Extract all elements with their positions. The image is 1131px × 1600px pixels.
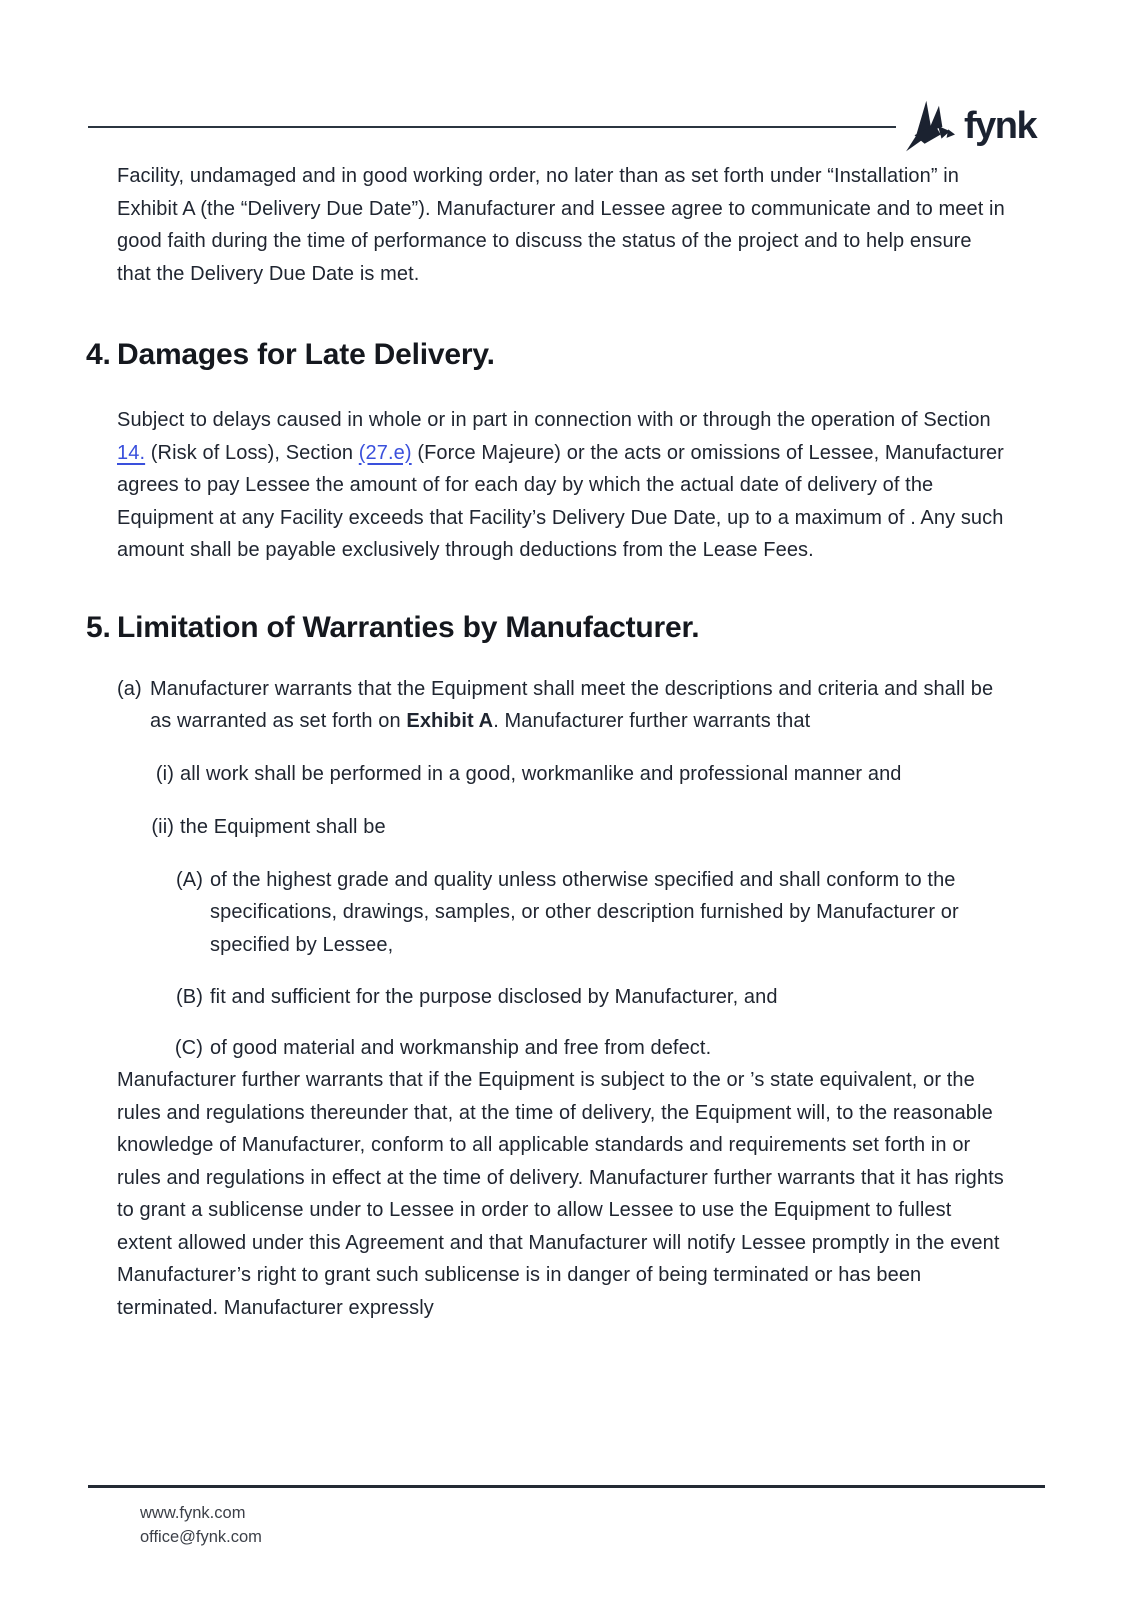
section-5-heading xyxy=(86,609,1010,647)
fynk-logo xyxy=(901,98,1036,154)
section-number: 5. xyxy=(86,610,111,644)
list-marker: (B) xyxy=(176,986,203,1008)
list-marker: (a) xyxy=(117,677,142,700)
section-title: Limitation of Warranties by Manufacturer. xyxy=(117,610,700,644)
link-section-14[interactable]: 14. xyxy=(117,441,146,464)
closing-paragraph: Manufacturer further warrants that if the Equipment is subject to the or ’s state equivalent, or the rules and regulations thereunder that, at the time of delivery, the Equipment will, to the reasonable knowledge of Manufacturer, conform to all applicable standards and requirements set forth in or rules and regulations in effect at the time of delivery. Manufacturer further warrants that it has rights to grant a sublicense under to Lessee in order to allow Lessee to use the Equipment to fullest extent allowed under this Agreement and that Manufacturer will notify Lessee promptly in the event Manufacturer’s right to grant such sublicense is in danger of being terminated or has been terminated. Manufacturer expressly xyxy=(117,1069,1004,1319)
page-footer xyxy=(140,1501,262,1549)
list-item-ii xyxy=(117,811,1010,844)
list-marker: (i) xyxy=(155,762,174,785)
list-item-a xyxy=(117,673,1010,738)
paragraph-text: Manufacturer warrants that the Equipment shall meet the descriptions and criteria and shall be as warranted as set forth on xyxy=(150,677,994,732)
list-item-B xyxy=(117,981,1010,1014)
section-4-heading xyxy=(86,336,1010,374)
footer-divider xyxy=(88,1485,1045,1488)
paragraph-text: (Risk of Loss), Section xyxy=(145,441,359,464)
intro-paragraph: Facility, undamaged and in good working order, no later than as set forth under “Installation” in Exhibit A (the “Delivery Due Date”). Manufacturer and Lessee agree to communicate and to meet in good faith during the time of performance to discuss the status of the project and to help ensure that the Delivery Due Date is met. xyxy=(117,165,1005,285)
list-item-text: the Equipment shall be xyxy=(180,816,386,838)
paragraph-text: . Manufacturer further warrants that xyxy=(493,710,811,732)
section-number: 4. xyxy=(86,338,111,371)
list-item-A xyxy=(117,864,1010,962)
header-divider xyxy=(88,126,896,128)
list-item-text: fit and sufficient for the purpose disclosed by Manufacturer, and xyxy=(210,986,778,1008)
document-body xyxy=(86,160,1010,1324)
list-marker: (ii) xyxy=(151,816,174,838)
list-item-C xyxy=(117,1032,1010,1065)
link-section-27e[interactable]: (27.e) xyxy=(358,441,412,464)
footer-website: www.fynk.com xyxy=(140,1504,246,1522)
exhibit-a-reference: Exhibit A xyxy=(406,710,494,732)
section-title: Damages for Late Delivery. xyxy=(117,338,495,371)
list-item-text: of good material and workmanship and free from defect. xyxy=(210,1036,712,1059)
list-item-text: of the highest grade and quality unless otherwise specified and shall conform to the specifications, drawings, samples, or other description furnished by Manufacturer or specified by Lessee, xyxy=(210,868,959,956)
footer-email: office@fynk.com xyxy=(140,1528,262,1546)
list-item-text xyxy=(150,673,1010,738)
fynk-bird-icon xyxy=(901,98,955,154)
list-marker: (C) xyxy=(174,1036,203,1059)
list-marker: (A) xyxy=(176,868,203,891)
fynk-wordmark: fynk xyxy=(964,105,1037,147)
list-item-i xyxy=(117,758,1010,791)
list-item-text: all work shall be performed in a good, workmanlike and professional manner and xyxy=(180,762,902,785)
section-4-paragraph xyxy=(117,404,1010,567)
paragraph-text: Subject to delays caused in whole or in part in connection with or through the operation of Section xyxy=(117,409,991,431)
paragraph-text: (Force Majeure) or the acts or omissions of Lessee, Manufacturer agrees to pay Lessee the amount of for each day by which the actual date of delivery of the Equipment at any Facility exceeds that Facility’s Delivery Due Date, up to a maximum of . Any such amount shall be payable exclusively through deductions from the Lease Fees. xyxy=(117,441,1004,561)
